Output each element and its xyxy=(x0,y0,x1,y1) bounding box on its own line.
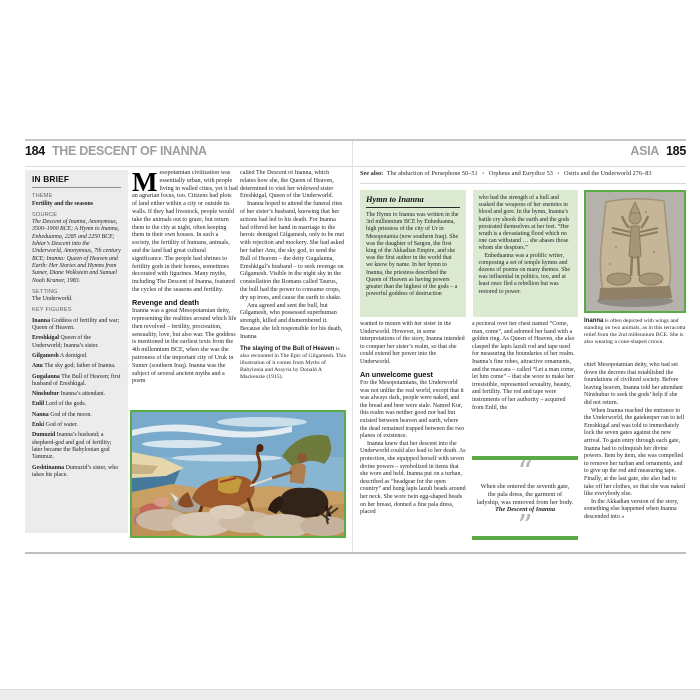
relief-caption: Inanna is often depicted with wings and standing on two animals, as in this terracotta relief from the 2nd millennium BCE. She is also wearing a cone-shaped crown. xyxy=(584,318,686,345)
body-paragraph: Anu agreed and sent the bull, but Gilgamesh, who possessed superhuman strength, killed and dismembered it. Because she felt responsible for his death, Inanna xyxy=(240,302,343,340)
key-figure: Ereshkigal Queen of the Underworld; Inanna’s sister. xyxy=(32,335,99,349)
see-also-strip xyxy=(360,170,686,178)
top-rule xyxy=(25,139,686,141)
theme-value: Fertility and the seasons xyxy=(32,200,94,207)
bullet-separator-icon: • xyxy=(482,171,485,177)
left-running-head xyxy=(25,144,207,158)
body-paragraph: a pectoral over her chest named “Come, man, come”, and adorned her hand with a golden ring. As Queen of Heaven, she also clasped the lapis lazuli rod and tape used for measuring the boundaries of her realm. Inanna’s fine robes, attractive ornaments, and the mascara – called “Let a man come, let him come” – that she wore to make her irresistible, represented sexuality, beauty, and fertility. The rod and tape were instruments of her authority – acquired from Enlil, the xyxy=(472,321,576,411)
body-paragraph: When Inanna reached the entrance to the Underworld, the gatekeeper ran to tell Ereshkigal and was told to immediately lock the seven gates against the new arrival. To gain entry through each gate, Inanna had to relinquish her divine powers. Item by item, she was compelled to remove her turban and ornaments, and to give up the rod and measuring tape. Finally, at the last gate, she also had to take off her clothes, so that she was naked like everybody else. xyxy=(584,407,686,498)
hymn-box-paragraph: Enheduanna was a prolific writer, composing a set of temple hymns and dozens of poems on many themes. She was influential in politics, too, and at least once fled a rebellion but was restored to power. xyxy=(478,252,570,295)
right-column-2 xyxy=(472,321,578,454)
right-running-head xyxy=(630,144,686,158)
see-also-link: The abduction of Persephone 50–51 xyxy=(386,170,478,177)
body-paragraph: For the Mesopotamians, the Underworld was not unlike the real world, except that it was always dark, people were naked, and the bread and beer were stale. Named Kur, this realm was neither good nor bad but existed between heaven and earth, where the dead remained trapped between the two planes of existence. xyxy=(360,380,465,440)
right-column-3 xyxy=(584,362,686,552)
see-also-rule xyxy=(360,183,686,184)
body-paragraph: called The Descent of Inanna, which relates how she, the Queen of Heaven, determined to visit her widowed sister Ereshkigal, Queen of the Underworld. xyxy=(240,170,334,200)
left-column-2 xyxy=(240,170,346,410)
key-figure: Geshtinanna Dumuzid’s sister, who takes his place. xyxy=(32,464,119,478)
left-page-number: 184 xyxy=(25,144,45,158)
key-figure: Gilgamesh A demigod. xyxy=(32,352,88,359)
drop-cap: M xyxy=(132,170,158,197)
in-brief-panel xyxy=(25,170,128,533)
setting-value: The Underworld. xyxy=(32,296,73,303)
painting-caption: The slaying of the Bull of Heaven is also recounted in The Epic of Gilgamesh. This illustration of it comes from Myths of Babylonia and Assyria by Donald A Mackenzie (1915). xyxy=(240,345,346,380)
body-paragraph: wanted to mourn with her sister in the Underworld. However, in some interpretations of the story, Inanna intended to conquer her sister’s realm, so that she could extend her power into the Underworld. xyxy=(360,321,465,365)
pull-quote xyxy=(472,456,578,540)
body-paragraph: Inanna knew that her descent into the Underworld could also lead to her death. As protection, she equipped herself with seven divine powers – symbolized in items that she wore and held. Inanna put on a turban, described as “headgear for the open country” and hung lapis lazuli beads around her neck. She wore twin egg-shaped beads on her breast, donned a fine pala dress, placed xyxy=(360,440,466,516)
right-section-title: ASIA xyxy=(630,144,660,158)
key-figure: Enki God of water. xyxy=(32,422,78,429)
relief-illustration xyxy=(586,192,684,311)
theme-label: THEME xyxy=(32,193,53,200)
left-column-1 xyxy=(132,170,238,410)
key-figures-label: KEY FIGURES xyxy=(32,307,72,314)
body-paragraph: Inanna hoped to attend the funeral rites of her sister’s husband, knowing that her actions had led to his death. For Inanna had offered her hand in marriage to the heroic demigod Gilgamesh, only to be met with rejection and mockery. She had asked her father Anu, the sky god, to send the Bull of Heaven – the deity Gugalanna, Ereshkigal’s husband – to seek revenge on Gilgamesh. Visible in the night sky in the constellation the Romans called Taurus, the bull had the power to consume crops, dry up trees, and cause the earth to shake. xyxy=(240,201,345,301)
key-figure: Nanna God of the moon. xyxy=(32,411,92,418)
left-section-title: THE DESCENT OF INANNA xyxy=(51,144,207,158)
quote-text: When she entered the seventh gate, the pala dress, the garment of ladyship, was removed from her body. xyxy=(476,483,574,506)
quote-attribution: The Descent of Inanna xyxy=(495,506,555,514)
hymn-box-column-1 xyxy=(360,190,466,317)
key-figure: Anu The sky god; father of Inanna. xyxy=(32,363,116,370)
body-paragraph: chief Mesopotamian deity, who had set down the decrees that established the foundations of civilized society. Before leaving heaven, Inanna told her attendant Ninshubur to seek the gods’ help if she did not return. xyxy=(584,362,683,406)
hymn-box-column-2 xyxy=(473,190,579,317)
key-figure: Dumuzid Inanna’s husband; a shepherd-god and god of fertility; later became the Babylonian god Tammuz. xyxy=(32,432,112,461)
page-gutter xyxy=(352,141,353,552)
section-heading: Revenge and death xyxy=(132,297,199,307)
see-also-link: Osiris and the Underworld 276–83 xyxy=(564,170,652,177)
right-page-number: 185 xyxy=(666,144,686,158)
close-quote-icon: ” xyxy=(517,514,533,537)
in-brief-title: IN BRIEF xyxy=(32,176,121,188)
terracotta-relief-photo xyxy=(584,190,686,313)
right-column-1 xyxy=(360,321,466,552)
see-also-label: See also: xyxy=(360,170,384,177)
section-heading: An unwelcome guest xyxy=(360,369,433,379)
hymn-box-paragraph: who had the strength of a bull and soaked the weapons of her enemies in blood and gore. In the hymn, Inanna’s battle cry shook the earth and the gods prostrated themselves at her feet. “Her wrath is a devastating flood which no one can withstand … she abases those whom she despises.” xyxy=(478,195,570,252)
source-value: The Descent of Inanna, Anonymous, 3500–1900 BCE; A Hymn to Inanna, Enheduanna, 2285 and 2250 BCE; Ishtar’s Descent into the Underworld, Anonymous, 7th century BCE; Inanna: Queen of Heaven and Earth: Her Stories and Hymns from Sumer, Diane Wolkstein and Samuel Noah Kramer, 1983. xyxy=(32,219,121,284)
see-also-link: Orpheus and Eurydice 53 xyxy=(488,170,553,177)
setting-label: SETTING xyxy=(32,288,58,295)
hymn-to-inanna-box xyxy=(360,190,578,317)
hymn-box-title: Hymn to Inanna xyxy=(366,195,460,208)
header-rule xyxy=(25,166,686,167)
body-paragraph: In the Akkadian version of the story, something else happened when Inanna descended into » xyxy=(584,498,679,520)
source-label: SOURCE xyxy=(32,211,58,218)
bull-of-heaven-painting xyxy=(130,410,346,538)
bottom-rule xyxy=(25,552,686,554)
quote-bottom-bar xyxy=(472,536,578,540)
page-edge-shadow xyxy=(0,689,700,700)
key-figure: Ninshubur Inanna’s attendant. xyxy=(32,391,106,398)
key-figure: Gugalanna The Bull of Heaven; first husband of Ereshkigal. xyxy=(32,373,121,387)
open-quote-icon: “ xyxy=(517,460,533,482)
body-paragraph: Inanna was a great Mesopotamian deity, representing the realities around which life then revolved – fertility, procreation, sensuality, love, but also war. The goddess is mentioned in the earliest texts from the 4th millennium BCE, when she was the patroness of the important city of Uruk in Sumer (southern Iraq). Inanna was the subject of several ancient myths and a poem xyxy=(132,308,237,385)
key-figure: Inanna Goddess of fertility and war; Queen of Heaven. xyxy=(32,317,120,332)
painting-illustration xyxy=(132,412,344,536)
bullet-separator-icon: • xyxy=(557,171,560,177)
key-figure: Enlil Lord of the gods. xyxy=(32,401,87,408)
body-paragraph: Mesopotamian civilization was essentially urban, with people living in walled cities, yet it had an agrarian focus, too. Citizens had plots of land either within a city or outside its walls. If they had livestock, people would take the animals out to graze, but return them to the city at night, often keeping them in their own houses. In such a society, the fertility of humans, animals, and the land had great cultural significance. The people had shrines to fertility gods in their homes, sometimes decorated with figurines. Many myths, including The Descent of Inanna, featured the cycles of the seasons and fertility. xyxy=(132,170,238,293)
hymn-box-paragraph: The Hymn to Inanna was written in the 3rd millennium BCE by Enheduanna, high priestess of the city of Ur in Mesopotamia (now southern Iraq). She was the daughter of Sargon, the first king of the Akkadian Empire, and she was the first author in the world that we know by name. In her hymn to Inanna, the priestess described the Queen of Heaven as having powers greater than the highest of the gods – a powerful goddess of destruction xyxy=(366,212,459,298)
